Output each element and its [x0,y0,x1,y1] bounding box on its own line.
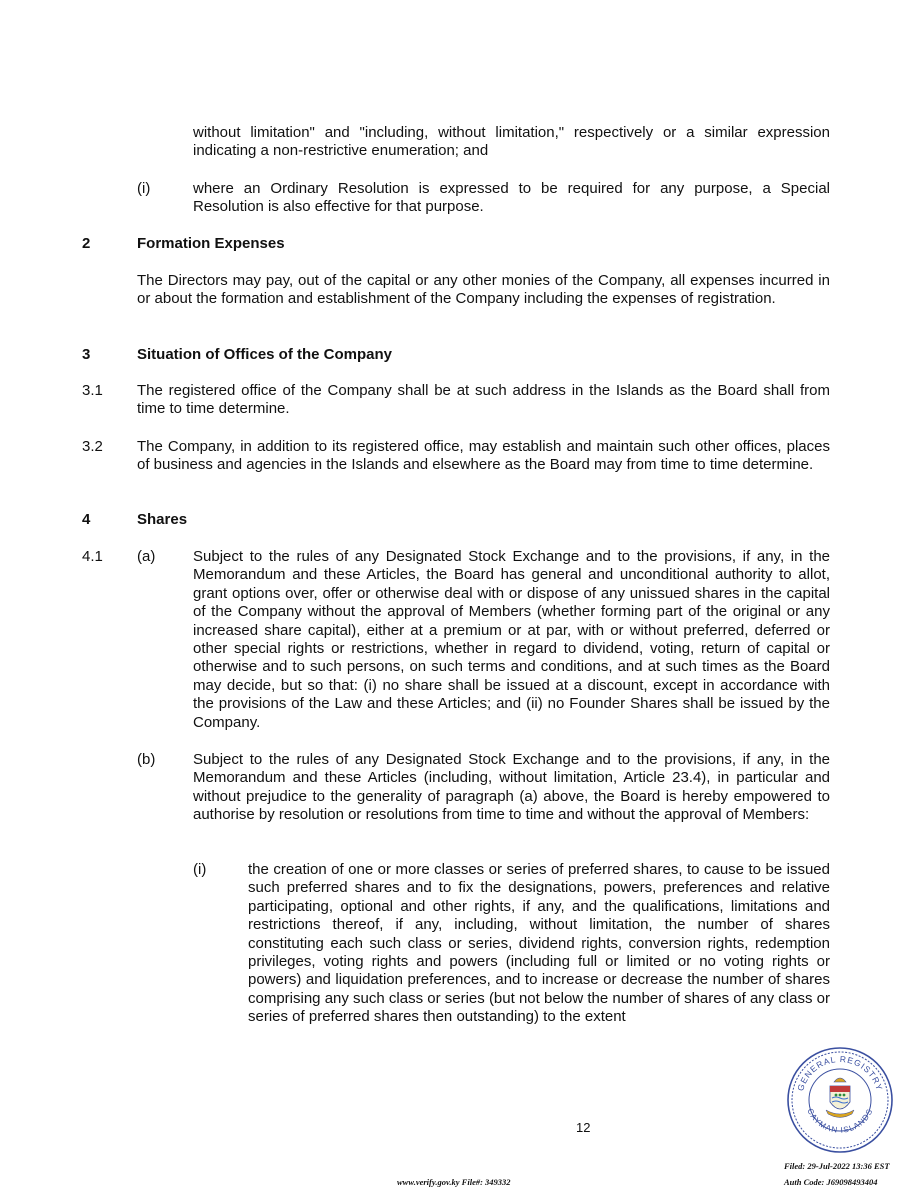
registry-seal [786,1046,894,1154]
section-2-number: 2 [82,235,91,252]
item-label-b-i: (i) [193,861,207,878]
item-label-b: (b) [137,751,156,768]
footer-filed: Filed: 29-Jul-2022 13:36 EST [784,1161,890,1171]
seal-top-text: GENERAL REGISTRY [795,1053,885,1093]
section-3-1-number: 3.1 [82,382,103,399]
section-2-heading: Formation Expenses [137,235,285,252]
page-number: 12 [576,1120,591,1135]
paragraph-i: where an Ordinary Resolution is expressed to be required for any purpose, a Special Resolution is also effective for that purpose. [193,180,830,216]
section-3-1-text: The registered office of the Company shall be at such address in the Islands as the Board shall from time to time determine. [137,382,830,418]
seal-bottom-text: CAYMAN ISLANDS [805,1107,875,1135]
paragraph-continuation: without limitation" and "including, without limitation," respectively or a similar expression indicating a non-restrictive enumeration; and [193,124,830,160]
paragraph-a: Subject to the rules of any Designated Stock Exchange and to the provisions, if any, in the Memorandum and these Articles, the Board has general and unconditional authority to allot, grant options over, offer or otherwise deal with or dispose of any unissued shares in the capital of the Company without the approval of Members (whether forming part of the original or any increased share capital), either at a premium or at par, with or without preferred, deferred or other special rights or restrictions, whether in regard to dividend, voting, return of capital or otherwise and to such persons, on such terms and conditions, and at such times as the Board may decide, but so that: (i) no share shall be issued at a discount, except in accordance with the provisions of the Law and these Articles; and (ii) no Founder Shares shall be issued by the Company. [193,548,830,731]
section-3-2-number: 3.2 [82,438,103,455]
footer-verify: www.verify.gov.ky File#: 349332 [397,1177,511,1187]
section-3-heading: Situation of Offices of the Company [137,346,393,363]
section-4-number: 4 [82,511,91,528]
item-label-a: (a) [137,548,156,565]
svg-text:CAYMAN ISLANDS [805,1107,874,1135]
section-2-text: The Directors may pay, out of the capital or any other monies of the Company, all expenses incurred in or about the formation and establishment of the Company including the expenses of registration. [137,272,830,308]
footer-auth-code: Auth Code: J69098493404 [784,1177,878,1187]
section-3-number: 3 [82,346,91,363]
paragraph-b-i: the creation of one or more classes or series of preferred shares, to cause to be issued such preferred shares and to fix the designations, powers, preferences and relative participating, optional and other rights, if any, and the qualifications, limitations and restrictions thereof, if any, including, without limitation, the number of shares constituting each such class or series, dividend rights, conversion rights, redemption privileges, voting rights and powers (including full or limited or no voting rights or powers) and liquidation preferences, and to increase or decrease the number of shares comprising any such class or series (but not below the number of shares of any class or series of preferred shares then outstanding) to the extent [248,861,830,1026]
coat-of-arms-icon [826,1078,854,1118]
item-label-i: (i) [137,180,151,197]
paragraph-b: Subject to the rules of any Designated Stock Exchange and to the provisions, if any, in the Memorandum and these Articles (including, without limitation, Article 23.4), in particular and without prejudice to the generality of paragraph (a) above, the Board is hereby empowered to authorise by resolution or resolutions from time to time and without the approval of Members: [193,751,830,824]
section-4-1-number: 4.1 [82,548,103,565]
section-4-heading: Shares [137,511,188,528]
section-3-2-text: The Company, in addition to its registered office, may establish and maintain such other offices, places of business and agencies in the Islands and elsewhere as the Board may from time to time determine. [137,438,830,474]
